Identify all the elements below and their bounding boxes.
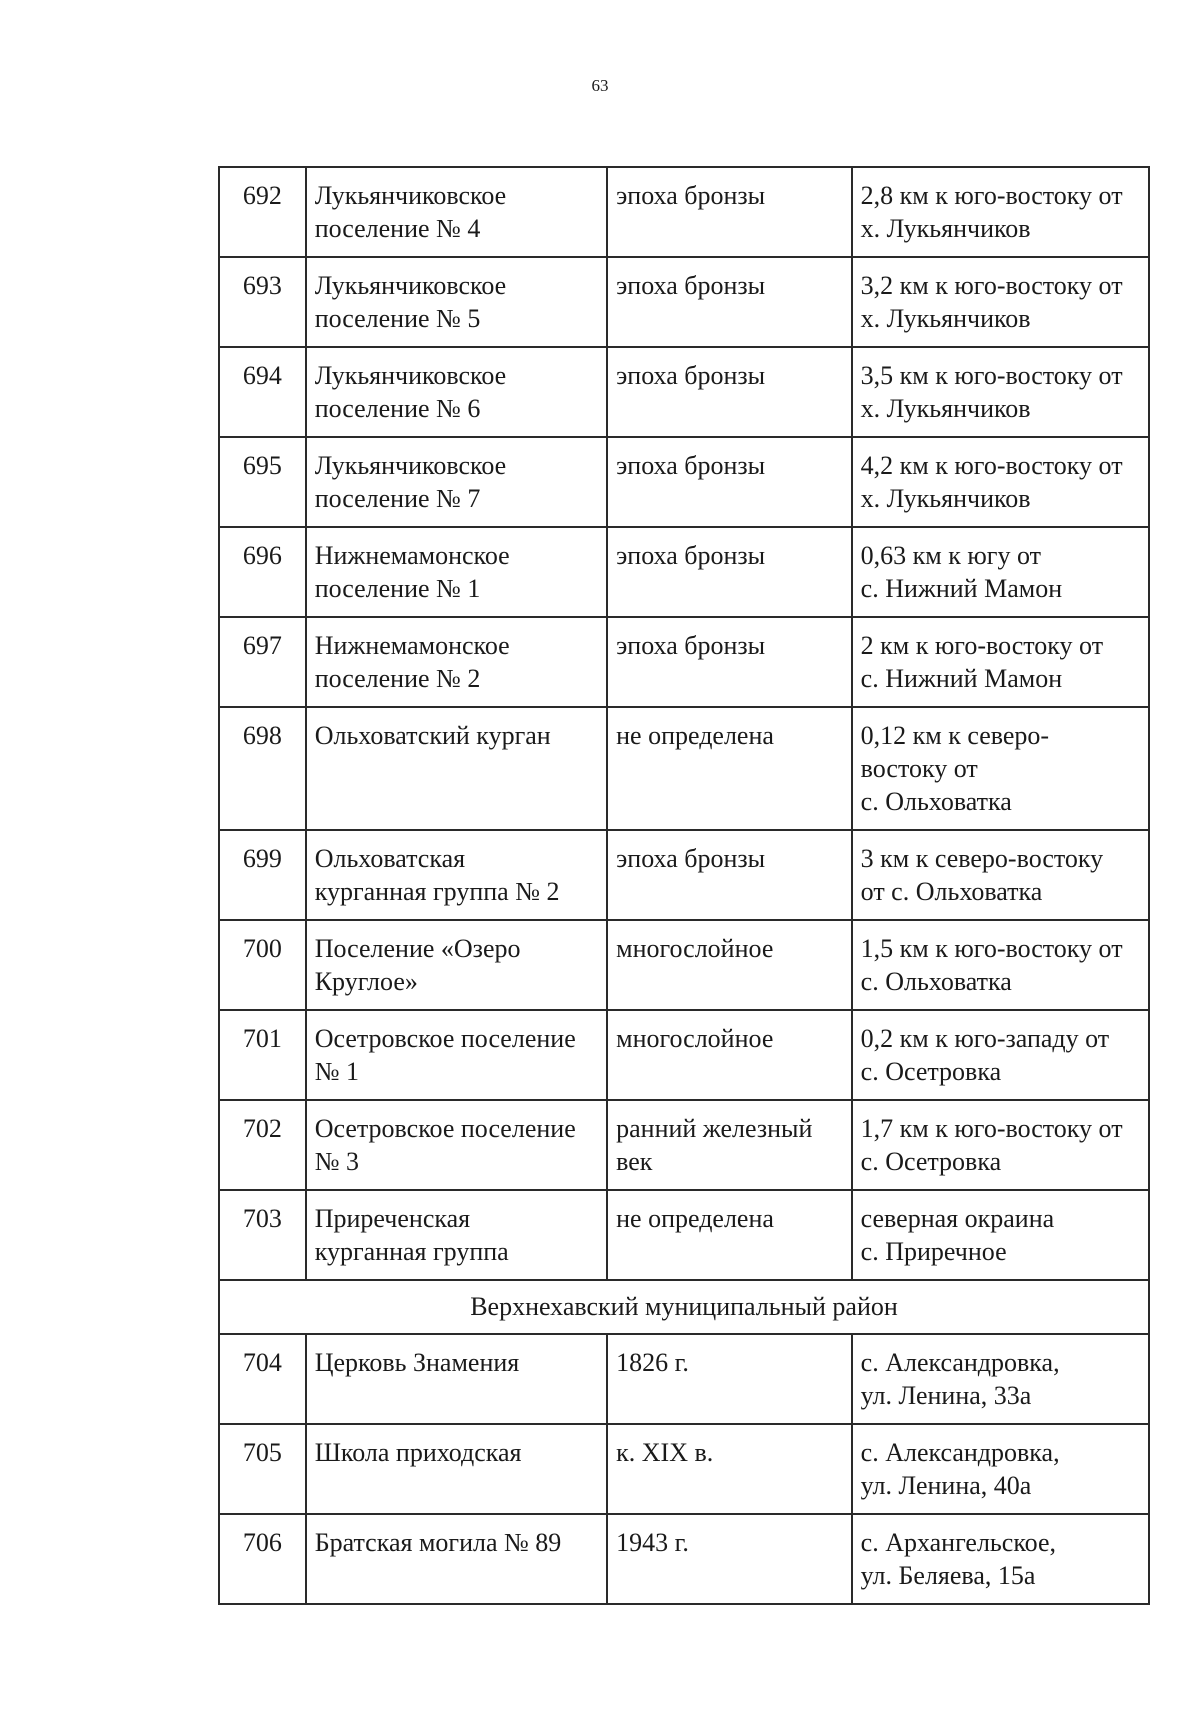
object-dating-cell — [607, 527, 852, 617]
object-dating-line: эпоха бронзы — [616, 181, 766, 210]
object-location-line: с. Осетровка — [860, 1147, 1002, 1176]
object-dating-cell — [607, 1424, 852, 1514]
object-dating-cell — [607, 920, 852, 1010]
object-name-line: Лукьянчиковское — [314, 451, 507, 480]
object-location-line: х. Лукьянчиков — [860, 394, 1031, 423]
object-location-cell — [852, 167, 1149, 257]
object-dating-line: ранний железный — [616, 1114, 813, 1143]
object-location-line: х. Лукьянчиков — [860, 484, 1031, 513]
object-name-line: курганная группа № 2 — [314, 877, 560, 906]
object-dating-cell — [607, 167, 852, 257]
object-location-line: 0,12 км к северо- — [860, 721, 1050, 750]
object-location-line: с. Александровка, — [860, 1348, 1060, 1377]
object-dating-line: не определена — [616, 721, 774, 750]
object-location-line: северная окраина — [860, 1204, 1055, 1233]
object-name-cell — [306, 347, 607, 437]
object-location-cell — [852, 1010, 1149, 1100]
object-name-line: Братская могила № 89 — [314, 1528, 562, 1557]
table-row — [219, 920, 1149, 1010]
object-location-line: 3 км к северо-востоку — [860, 844, 1104, 873]
object-name-cell — [306, 1514, 607, 1604]
object-dating-cell — [607, 707, 852, 830]
object-name-line: Школа приходская — [314, 1438, 522, 1467]
object-location-line: с. Нижний Мамон — [860, 664, 1063, 693]
object-name-line: Осетровское поселение — [314, 1114, 576, 1143]
object-location-cell — [852, 347, 1149, 437]
table-row — [219, 1010, 1149, 1100]
object-name-line: поселение № 7 — [314, 484, 481, 513]
object-name-line: Ольховатская — [314, 844, 466, 873]
object-location-line: 0,2 км к юго-западу от — [860, 1024, 1110, 1053]
object-dating-line: 1943 г. — [616, 1528, 689, 1557]
object-location-line: с. Александровка, — [860, 1438, 1060, 1467]
object-dating-cell — [607, 617, 852, 707]
object-dating-line: многослойное — [616, 1024, 774, 1053]
district-heading-row — [219, 1280, 1149, 1334]
table-row — [219, 437, 1149, 527]
object-location-line: с. Нижний Мамон — [860, 574, 1063, 603]
object-location-line: 4,2 км к юго-востоку от — [860, 451, 1123, 480]
registry-rows-part1 — [219, 167, 1149, 1280]
object-location-cell — [852, 257, 1149, 347]
object-location-cell — [852, 920, 1149, 1010]
object-location-cell — [852, 1100, 1149, 1190]
object-name-line: Круглое» — [314, 967, 418, 996]
object-name-line: поселение № 5 — [314, 304, 481, 333]
row-number: 698 — [219, 707, 306, 830]
object-location-line: 0,63 км к югу от — [860, 541, 1041, 570]
object-name-line: Осетровское поселение — [314, 1024, 576, 1053]
object-name-cell — [306, 1424, 607, 1514]
object-location-line: ул. Беляева, 15а — [860, 1561, 1036, 1590]
object-location-line: 3,5 км к юго-востоку от — [860, 361, 1123, 390]
table-row — [219, 1100, 1149, 1190]
district-section — [219, 1280, 1149, 1334]
object-location-line: 3,2 км к юго-востоку от — [860, 271, 1123, 300]
object-name-line: поселение № 2 — [314, 664, 481, 693]
object-dating-cell — [607, 1010, 852, 1100]
table-row — [219, 1334, 1149, 1424]
table-row — [219, 707, 1149, 830]
object-name-cell — [306, 257, 607, 347]
object-name-cell — [306, 1190, 607, 1280]
registry-rows-part2 — [219, 1334, 1149, 1604]
object-dating-line: эпоха бронзы — [616, 631, 766, 660]
object-name-line: Лукьянчиковское — [314, 271, 507, 300]
object-name-cell — [306, 1334, 607, 1424]
row-number: 702 — [219, 1100, 306, 1190]
object-name-line: Нижнемамонское — [314, 631, 510, 660]
object-dating-line: век — [616, 1147, 653, 1176]
object-location-line: востоку от — [860, 754, 978, 783]
object-location-line: 2 км к юго-востоку от — [860, 631, 1104, 660]
row-number: 700 — [219, 920, 306, 1010]
object-location-cell — [852, 830, 1149, 920]
table-row — [219, 257, 1149, 347]
object-name-cell — [306, 437, 607, 527]
table-row — [219, 167, 1149, 257]
table-row — [219, 1514, 1149, 1604]
district-heading: Верхнехавский муниципальный район — [219, 1280, 1149, 1334]
object-location-line: х. Лукьянчиков — [860, 214, 1031, 243]
object-dating-line: к. XIX в. — [616, 1438, 714, 1467]
object-name-line: курганная группа — [314, 1237, 509, 1266]
object-location-cell — [852, 1424, 1149, 1514]
object-location-line: с. Осетровка — [860, 1057, 1002, 1086]
object-location-line: с. Архангельское, — [860, 1528, 1056, 1557]
row-number: 706 — [219, 1514, 306, 1604]
row-number: 693 — [219, 257, 306, 347]
object-dating-cell — [607, 1334, 852, 1424]
object-dating-cell — [607, 1514, 852, 1604]
object-name-cell — [306, 1100, 607, 1190]
object-dating-line: не определена — [616, 1204, 774, 1233]
object-name-line: Лукьянчиковское — [314, 181, 507, 210]
row-number: 705 — [219, 1424, 306, 1514]
row-number: 695 — [219, 437, 306, 527]
row-number: 701 — [219, 1010, 306, 1100]
object-location-line: с. Приречное — [860, 1237, 1007, 1266]
object-name-line: Лукьянчиковское — [314, 361, 507, 390]
object-name-line: Ольховатский курган — [314, 721, 551, 750]
object-name-cell — [306, 617, 607, 707]
object-location-cell — [852, 617, 1149, 707]
object-location-line: от с. Ольховатка — [860, 877, 1043, 906]
object-location-cell — [852, 707, 1149, 830]
object-location-line: 1,7 км к юго-востоку от — [860, 1114, 1123, 1143]
heritage-registry-table — [218, 166, 1150, 1605]
table-row — [219, 1424, 1149, 1514]
row-number: 692 — [219, 167, 306, 257]
object-name-cell — [306, 707, 607, 830]
object-dating-line: эпоха бронзы — [616, 844, 766, 873]
row-number: 697 — [219, 617, 306, 707]
row-number: 699 — [219, 830, 306, 920]
object-dating-line: эпоха бронзы — [616, 541, 766, 570]
object-dating-cell — [607, 1190, 852, 1280]
object-location-line: с. Ольховатка — [860, 787, 1012, 816]
object-name-line: Церковь Знамения — [314, 1348, 520, 1377]
object-location-cell — [852, 527, 1149, 617]
object-dating-line: эпоха бронзы — [616, 271, 766, 300]
object-name-cell — [306, 920, 607, 1010]
table-row — [219, 617, 1149, 707]
table-row — [219, 527, 1149, 617]
object-name-cell — [306, 830, 607, 920]
object-location-line: х. Лукьянчиков — [860, 304, 1031, 333]
table-row — [219, 830, 1149, 920]
object-dating-cell — [607, 437, 852, 527]
table-row — [219, 1190, 1149, 1280]
object-name-line: Нижнемамонское — [314, 541, 510, 570]
table-row — [219, 347, 1149, 437]
object-name-line: поселение № 6 — [314, 394, 481, 423]
object-location-cell — [852, 1190, 1149, 1280]
object-location-cell — [852, 1514, 1149, 1604]
object-location-line: 1,5 км к юго-востоку от — [860, 934, 1123, 963]
object-location-line: 2,8 км к юго-востоку от — [860, 181, 1123, 210]
object-name-cell — [306, 1010, 607, 1100]
object-name-line: поселение № 4 — [314, 214, 481, 243]
object-location-line: ул. Ленина, 40а — [860, 1471, 1032, 1500]
object-dating-cell — [607, 1100, 852, 1190]
object-location-cell — [852, 437, 1149, 527]
object-location-cell — [852, 1334, 1149, 1424]
object-dating-cell — [607, 347, 852, 437]
object-dating-line: эпоха бронзы — [616, 361, 766, 390]
object-name-line: поселение № 1 — [314, 574, 481, 603]
object-name-line: № 1 — [314, 1057, 360, 1086]
row-number: 703 — [219, 1190, 306, 1280]
page-number: 63 — [591, 76, 609, 95]
object-name-line: Поселение «Озеро — [314, 934, 521, 963]
object-location-line: с. Ольховатка — [860, 967, 1012, 996]
object-name-line: Приреченская — [314, 1204, 471, 1233]
object-dating-line: эпоха бронзы — [616, 451, 766, 480]
object-name-line: № 3 — [314, 1147, 360, 1176]
row-number: 696 — [219, 527, 306, 617]
object-location-line: ул. Ленина, 33а — [860, 1381, 1032, 1410]
object-name-cell — [306, 167, 607, 257]
object-dating-line: многослойное — [616, 934, 774, 963]
row-number: 694 — [219, 347, 306, 437]
object-name-cell — [306, 527, 607, 617]
row-number: 704 — [219, 1334, 306, 1424]
object-dating-cell — [607, 830, 852, 920]
object-dating-line: 1826 г. — [616, 1348, 689, 1377]
object-dating-cell — [607, 257, 852, 347]
